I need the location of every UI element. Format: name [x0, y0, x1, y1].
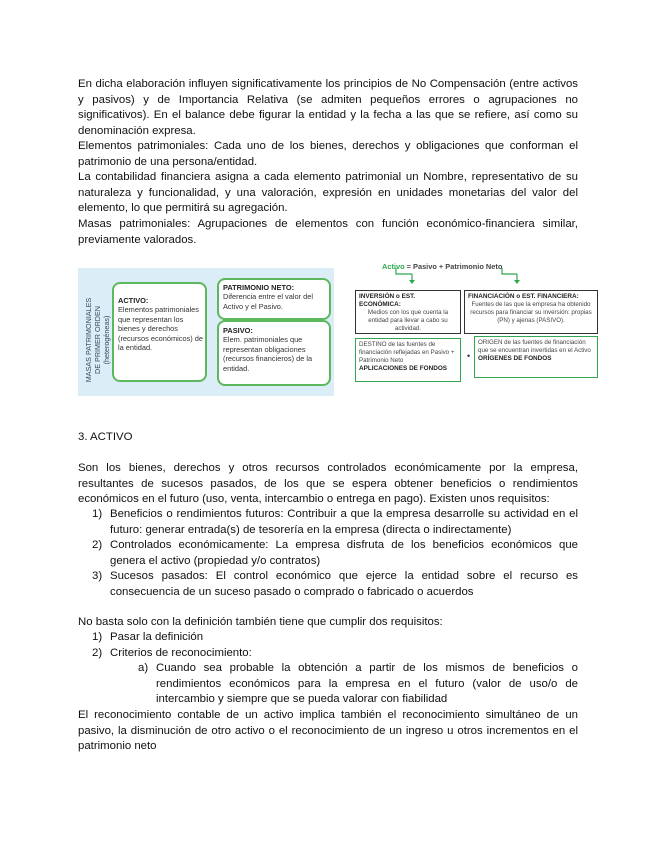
inversion-box [355, 290, 461, 334]
financiacion-text: Fuentes de las que la empresa ha obtenido recursos para financiar su inversión: propias (PN) y ajenas (PASIVO). [470, 301, 592, 324]
aplicaciones-title: APLICACIONES DE FONDOS [359, 365, 448, 372]
list-number: 1) [92, 631, 103, 643]
origenes-title: ORÍGENES DE FONDOS [478, 355, 552, 362]
pasivo-box [217, 320, 331, 386]
activo-text: Elementos patrimoniales que representan los bienes y derechos (recursos económicos) de la entidad. [118, 305, 204, 353]
list-text: Sucesos pasados: El control económico que ejerce la entidad sobre el recurso es consecuencia de un suceso pasado o comprado o fabricado o acuerdos [110, 570, 578, 598]
pn-text: Diferencia entre el valor del Activo y el Pasivo. [223, 292, 313, 311]
requisitos-list [78, 507, 578, 601]
inversion-title: INVERSIÓN o EST. ECONÓMICA: [359, 293, 416, 308]
list-item [78, 507, 578, 538]
activo-title: ACTIVO: [118, 296, 149, 305]
list-number: 1) [92, 508, 103, 520]
list-number: 2) [92, 539, 103, 552]
patrimonio-neto-box [217, 278, 331, 320]
section-heading: 3. ACTIVO [78, 431, 133, 443]
destino-text: DESTINO de las fuentes de financiación reflejadas en Pasivo + Patrimonio Neto [359, 341, 455, 364]
origen-box [474, 336, 598, 378]
list-item [78, 630, 578, 646]
paragraph-elementos: Elementos patrimoniales: Cada uno de los bienes, derechos y obligaciones que conforman el patrimonio de una persona/entidad. [78, 140, 578, 168]
paragraph-masas: Masas patrimoniales: Agrupaciones de elementos con función económico-financiera similar, previamente valorados. [78, 218, 578, 246]
pasivo-title: PASIVO: [223, 326, 253, 335]
masas-patrimoniales-diagram [78, 268, 334, 396]
list-text: Beneficios o rendimientos futuros: Contribuir a que la empresa desarrolle su actividad en el futuro: generar entrada(s) de tesorería en la empresa (directa o indirectamente) [110, 508, 578, 536]
criterios-list [78, 630, 578, 708]
financiacion-title: FINANCIACIÓN o EST. FINANCIERA: [468, 293, 579, 300]
reconocimiento-paragraph: El reconocimiento contable de un activo implica también el reconocimiento simultáneo de un pasivo, la disminución de otro activo o el reconocimiento de un ingreso u otros incrementos en el patrimonio neto [78, 709, 578, 753]
sub-list-number: a) [138, 662, 149, 675]
activo-intro: Son los bienes, derechos y otros recursos controlados económicamente por la empresa, resultantes de sucesos pasados, de los que se espera obtener beneficios o rendimientos económicos en el futuro (uso, venta, intercambio o entrega en pago). Existen unos requisitos: [78, 462, 578, 506]
list-item [78, 569, 578, 600]
list-number: 3) [92, 570, 103, 583]
paragraph-contabilidad: La contabilidad financiera asigna a cada elemento patrimonial un Nombre, representativo de su naturaleza y funcionalidad, y una valoración, expresión en unidades monetarias del valor del elemento, lo que permitirá su agregación. [78, 171, 578, 215]
list-text: Pasar la definición [110, 631, 204, 643]
financiacion-box [464, 290, 598, 334]
sub-list-text: Cuando sea probable la obtención a partir de los mismos de beneficios o rendimientos económicos para la empresa en el futuro (valor de uso/o de intercambio y siempre que se pueda valorar con fiabilidad [156, 662, 578, 706]
side-label-line-2: DE PRIMER ORDEN [93, 306, 102, 374]
list-number: 2) [92, 646, 103, 659]
list-item [78, 646, 578, 662]
svg-text:•: • [467, 351, 471, 361]
list-text: Criterios de reconocimiento: [110, 646, 252, 659]
list-text: Controlados económicamente: La empresa disfruta de los beneficios económicos que genera el activo (propiedad y/o contratos) [110, 539, 578, 567]
pasivo-text: Elem. patrimoniales que representan obligaciones (recursos financieros) de la entidad. [223, 335, 313, 373]
side-label-line-3: (heterogéneas) [102, 315, 111, 365]
destino-box [355, 338, 461, 382]
list-item [78, 538, 578, 569]
pn-title: PATRIMONIO NETO: [223, 283, 295, 292]
origen-text: ORIGEN de las fuentes de financiación que se encuentran invertidas en el Activo [478, 339, 591, 354]
equation-rest: = Pasivo + Patrimonio Neto [406, 262, 503, 271]
paragraph-principios: En dicha elaboración influyen significativamente los principios de No Compensación (entre activos y pasivos) y de Importancia Relativa (se admiten pequeños errores o agrupaciones no significativos). En el balance debe figurar la entidad y la fecha a las que se refiere, así como su denominación expresa. [78, 78, 578, 137]
activo-box [112, 282, 207, 382]
no-basta-text: No basta solo con la definición también tiene que cumplir dos requisitos: [78, 616, 443, 628]
equation-activo: Activo [382, 262, 405, 271]
sub-list-item [78, 661, 578, 708]
side-label-line-1: MASAS PATRIMONIALES [84, 297, 93, 383]
inversion-text: Medios con los que cuenta la entidad para llevar a cabo su actividad. [367, 309, 449, 332]
balance-equation-diagram [352, 260, 604, 386]
